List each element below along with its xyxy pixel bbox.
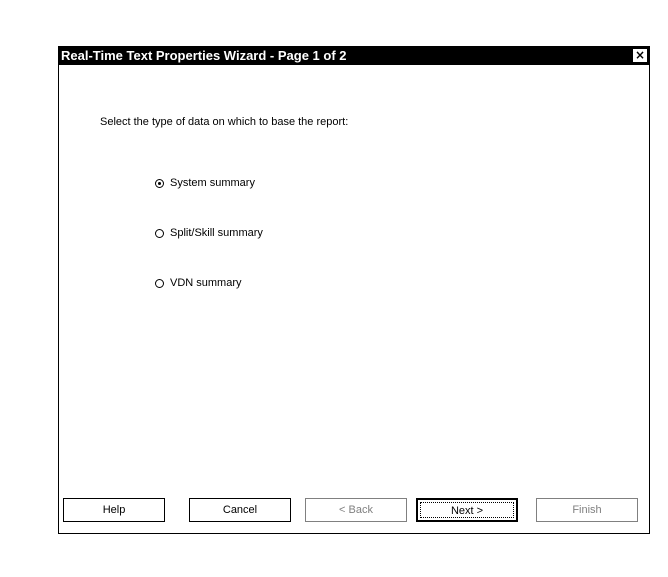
radio-split-skill-summary[interactable] xyxy=(155,226,263,240)
radio-button-icon[interactable] xyxy=(155,279,164,288)
radio-label[interactable]: System summary xyxy=(170,176,255,189)
wizard-dialog xyxy=(58,46,650,534)
finish-button-label: Finish xyxy=(572,504,602,516)
next-button[interactable] xyxy=(416,498,518,522)
radio-label[interactable]: Split/Skill summary xyxy=(170,226,263,239)
cancel-button-label: Cancel xyxy=(222,504,258,516)
finish-button[interactable] xyxy=(536,498,638,522)
radio-button-icon[interactable] xyxy=(155,229,164,238)
radio-label[interactable]: VDN summary xyxy=(170,276,242,289)
back-button[interactable] xyxy=(305,498,407,522)
close-icon[interactable]: × xyxy=(634,48,646,62)
title-bar[interactable] xyxy=(59,47,649,65)
radio-vdn-summary[interactable] xyxy=(155,276,242,290)
window-title: Real-Time Text Properties Wizard - Page 1 of 2 xyxy=(61,48,347,63)
radio-system-summary[interactable] xyxy=(155,176,255,190)
instruction-text: Select the type of data on which to base the report: xyxy=(100,116,349,128)
back-button-label: < Back xyxy=(339,504,373,516)
radio-button-checked-icon[interactable] xyxy=(155,179,164,188)
next-button-label: Next > xyxy=(450,505,484,517)
cancel-button[interactable] xyxy=(189,498,291,522)
help-button-label: Help xyxy=(102,504,126,516)
help-button[interactable] xyxy=(63,498,165,522)
